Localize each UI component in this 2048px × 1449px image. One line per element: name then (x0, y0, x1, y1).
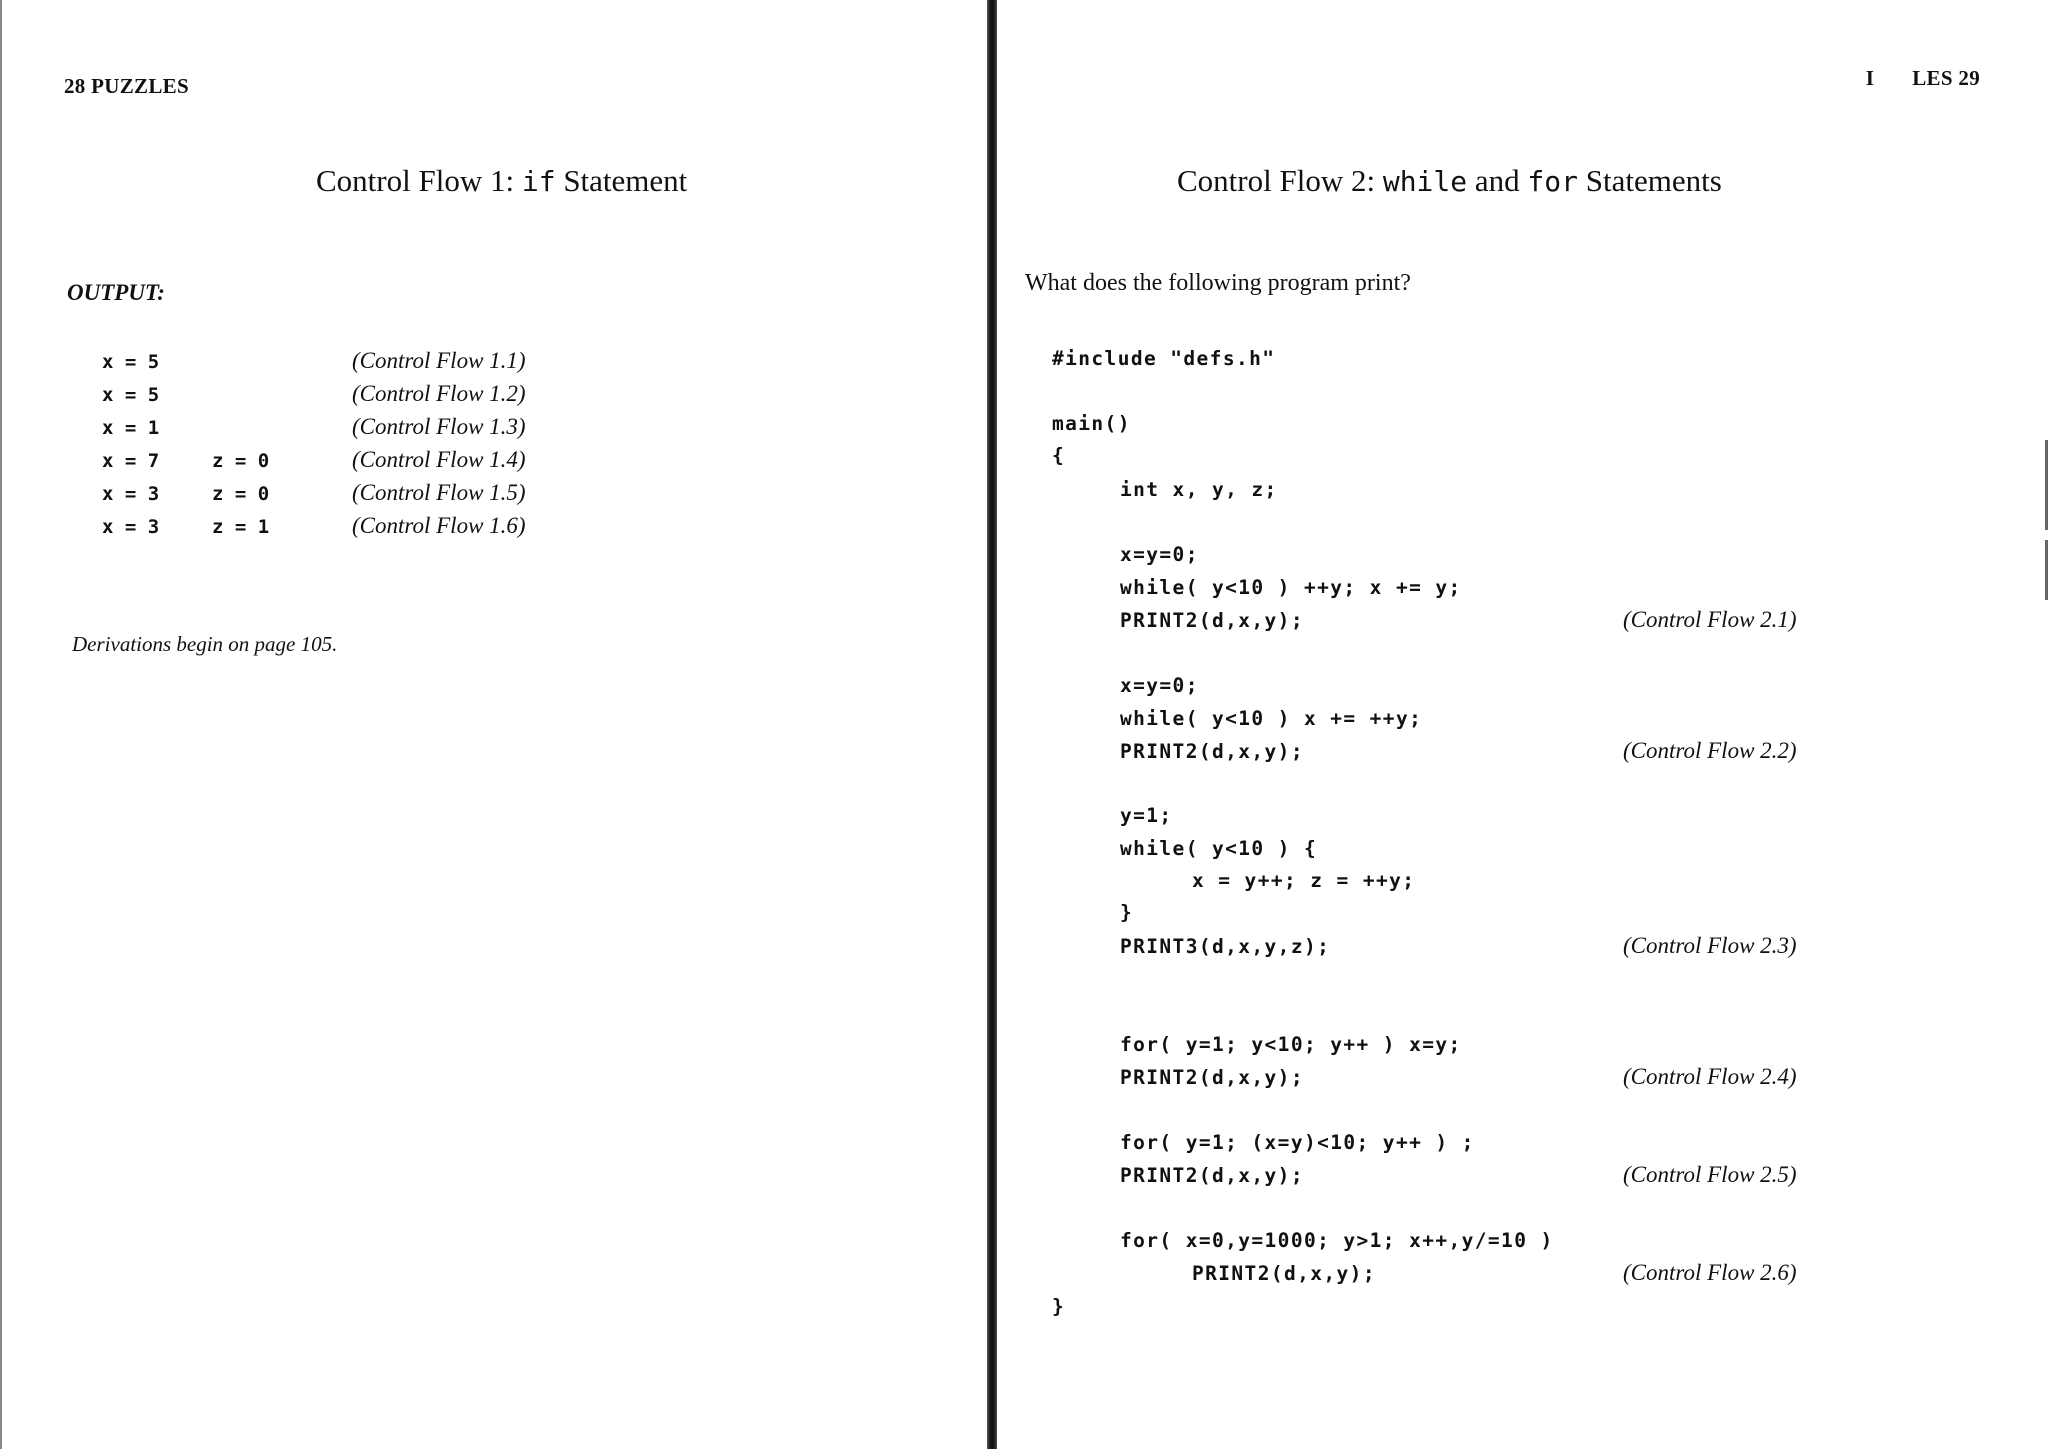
output-row (102, 414, 802, 447)
output-z-value: z = 1 (212, 516, 270, 538)
output-x-value: x = 7 (102, 450, 160, 472)
output-z-value: z = 0 (212, 483, 270, 505)
output-x-value: x = 1 (102, 417, 160, 439)
title-code: for (1527, 165, 1578, 198)
header-text: LES 29 (1912, 66, 1980, 90)
code-line: for( x=0,y=1000; y>1; x++,y/=10 ) (1120, 1229, 1554, 1252)
code-line: { (1052, 444, 1066, 467)
output-x-value: x = 5 (102, 351, 160, 373)
page-title-left (316, 163, 687, 199)
output-reference: (Control Flow 1.3) (352, 414, 526, 439)
code-line: PRINT2(d,x,y); (1120, 609, 1304, 632)
title-text: Statement (555, 163, 688, 198)
page-header-left: 28 PUZZLES (64, 74, 189, 98)
code-line: } (1120, 901, 1134, 924)
title-text: Control Flow 2: (1177, 163, 1383, 198)
right-page (995, 0, 2048, 1449)
output-row (102, 447, 802, 480)
output-label: OUTPUT: (67, 280, 165, 305)
title-code: while (1382, 165, 1468, 198)
output-x-value: x = 5 (102, 384, 160, 406)
code-line: main() (1052, 412, 1131, 435)
output-z-value: z = 0 (212, 450, 270, 472)
code-line: PRINT2(d,x,y); (1120, 1164, 1304, 1187)
code-reference: (Control Flow 2.6) (1623, 1260, 1797, 1285)
code-reference: (Control Flow 2.4) (1623, 1064, 1797, 1089)
code-reference: (Control Flow 2.1) (1623, 607, 1797, 632)
title-code: if (521, 165, 556, 198)
title-text: Control Flow 1: (316, 163, 522, 198)
question-text: What does the following program print? (1025, 270, 1411, 296)
code-line: x=y=0; (1120, 674, 1199, 697)
code-reference: (Control Flow 2.5) (1623, 1162, 1797, 1187)
output-reference: (Control Flow 1.6) (352, 513, 526, 538)
output-reference: (Control Flow 1.4) (352, 447, 526, 472)
output-reference: (Control Flow 1.5) (352, 480, 526, 505)
output-row (102, 480, 802, 513)
code-line: while( y<10 ) ++y; x += y; (1120, 576, 1462, 599)
code-line: for( y=1; y<10; y++ ) x=y; (1120, 1033, 1462, 1056)
code-line: PRINT2(d,x,y); (1120, 1066, 1304, 1089)
code-line: while( y<10 ) x += ++y; (1120, 707, 1423, 730)
output-reference: (Control Flow 1.2) (352, 381, 526, 406)
code-line: } (1052, 1295, 1066, 1318)
code-line: PRINT3(d,x,y,z); (1120, 935, 1331, 958)
code-line: x=y=0; (1120, 543, 1199, 566)
code-line: PRINT2(d,x,y); (1192, 1262, 1376, 1285)
output-x-value: x = 3 (102, 516, 160, 538)
header-fragment: I (1865, 66, 1875, 90)
code-reference: (Control Flow 2.3) (1623, 933, 1797, 958)
code-line: while( y<10 ) { (1120, 837, 1318, 860)
code-line: x = y++; z = ++y; (1192, 869, 1416, 892)
left-page (0, 0, 985, 1449)
code-line: PRINT2(d,x,y); (1120, 740, 1304, 763)
output-row (102, 513, 802, 546)
page-title-right (1177, 163, 1722, 199)
code-line: y=1; (1120, 804, 1173, 827)
code-reference: (Control Flow 2.2) (1623, 738, 1797, 763)
title-text: and (1467, 163, 1528, 198)
output-x-value: x = 3 (102, 483, 160, 505)
title-text: Statements (1577, 163, 1722, 198)
code-line: for( y=1; (x=y)<10; y++ ) ; (1120, 1131, 1475, 1154)
page-header-right (1866, 66, 1980, 91)
output-row (102, 348, 802, 381)
derivations-note: Derivations begin on page 105. (72, 632, 338, 656)
code-line: int x, y, z; (1120, 478, 1278, 501)
output-reference: (Control Flow 1.1) (352, 348, 526, 373)
code-line: #include "defs.h" (1052, 347, 1276, 370)
output-row (102, 381, 802, 414)
